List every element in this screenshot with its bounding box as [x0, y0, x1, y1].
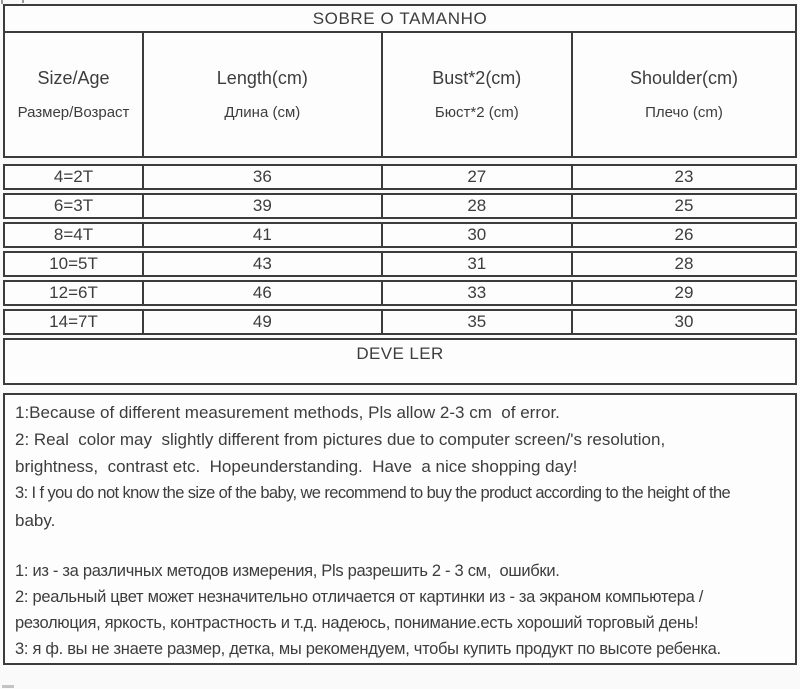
cell-size: 14=7T — [5, 311, 144, 333]
header-label-en: Size/Age — [37, 68, 110, 88]
table-row — [3, 193, 797, 219]
note-ru-2-cont: резолюция, яркость, контрастность и т.д. надеюсь, понимание.есть хороший торговый день! — [15, 614, 699, 632]
cell-bust: 35 — [383, 311, 573, 333]
header-cell-size-age — [5, 33, 144, 156]
notes-box — [3, 393, 797, 665]
header-cell-shoulder — [573, 33, 795, 156]
size-chart-title: SOBRE O TAMANHO — [3, 4, 797, 33]
cell-shoulder: 23 — [674, 167, 694, 186]
cell-bust: 28 — [383, 195, 573, 217]
cell-size: 6=3T — [5, 195, 144, 217]
note-ru-2: 2: реальный цвет может незначительно отличается от картинки из - за экраном компьютера / — [15, 588, 704, 606]
cell-shoulder: 25 — [674, 196, 694, 215]
table-row — [3, 251, 797, 277]
cell-shoulder: 30 — [674, 312, 694, 331]
header-label-ru: Бюст*2 (cm) — [434, 104, 519, 121]
note-en-2-cont: brightness, contrast etc. Hopeunderstanding. Have a nice shopping day! — [15, 457, 578, 476]
note-ru-1: 1: из - за различных методов измерения, Pls разрешить 2 - 3 см, ошибки. — [15, 562, 560, 580]
cell-bust: 27 — [383, 166, 573, 188]
header-label-ru: Длина (см) — [224, 104, 301, 121]
cell-size: 12=6T — [5, 282, 144, 304]
cell-size: 10=5T — [5, 253, 144, 275]
note-en-3-cont: baby. — [15, 511, 56, 530]
table-row — [3, 309, 797, 335]
cell-length: 36 — [144, 166, 383, 188]
header-label-en: Bust*2(cm) — [432, 68, 522, 88]
cell-size: 8=4T — [5, 224, 144, 246]
cell-length: 39 — [144, 195, 383, 217]
header-cell-length — [144, 33, 383, 156]
cell-bust: 31 — [383, 253, 573, 275]
note-en-3: 3: I f you do not know the size of the baby, we recommend to buy the product according to the height of the — [15, 484, 731, 502]
note-ru-3: 3: я ф. вы не знаете размер, детка, мы рекомендуем, чтобы купить продукт по высоте ребенка. — [15, 640, 721, 658]
section-title-deve-ler: DEVE LER — [3, 338, 797, 385]
cell-shoulder: 29 — [674, 283, 694, 302]
notes-spacer — [15, 534, 785, 558]
cell-length: 41 — [144, 224, 383, 246]
cell-shoulder: 26 — [674, 225, 694, 244]
cell-size: 4=2T — [5, 166, 144, 188]
header-label-ru: Размер/Возраст — [17, 104, 130, 121]
header-cell-bust — [383, 33, 573, 156]
header-label-en: Length(cm) — [216, 68, 308, 88]
note-en-1: 1:Because of different measurement methods, Pls allow 2-3 cm of error. — [15, 403, 560, 422]
header-label-en: Shoulder(cm) — [629, 68, 738, 88]
note-en-2: 2: Real color may slightly different from pictures due to computer screen/'s resolution, — [15, 430, 666, 449]
cell-shoulder: 28 — [674, 254, 694, 273]
cell-length: 43 — [144, 253, 383, 275]
cell-bust: 33 — [383, 282, 573, 304]
crop-artifact-bottom-left — [2, 685, 14, 688]
header-label-ru: Плечо (cm) — [645, 104, 723, 121]
cell-bust: 30 — [383, 224, 573, 246]
table-row — [3, 222, 797, 248]
cell-length: 46 — [144, 282, 383, 304]
table-header-row — [3, 33, 797, 158]
table-row — [3, 164, 797, 190]
table-row — [3, 280, 797, 306]
cell-length: 49 — [144, 311, 383, 333]
